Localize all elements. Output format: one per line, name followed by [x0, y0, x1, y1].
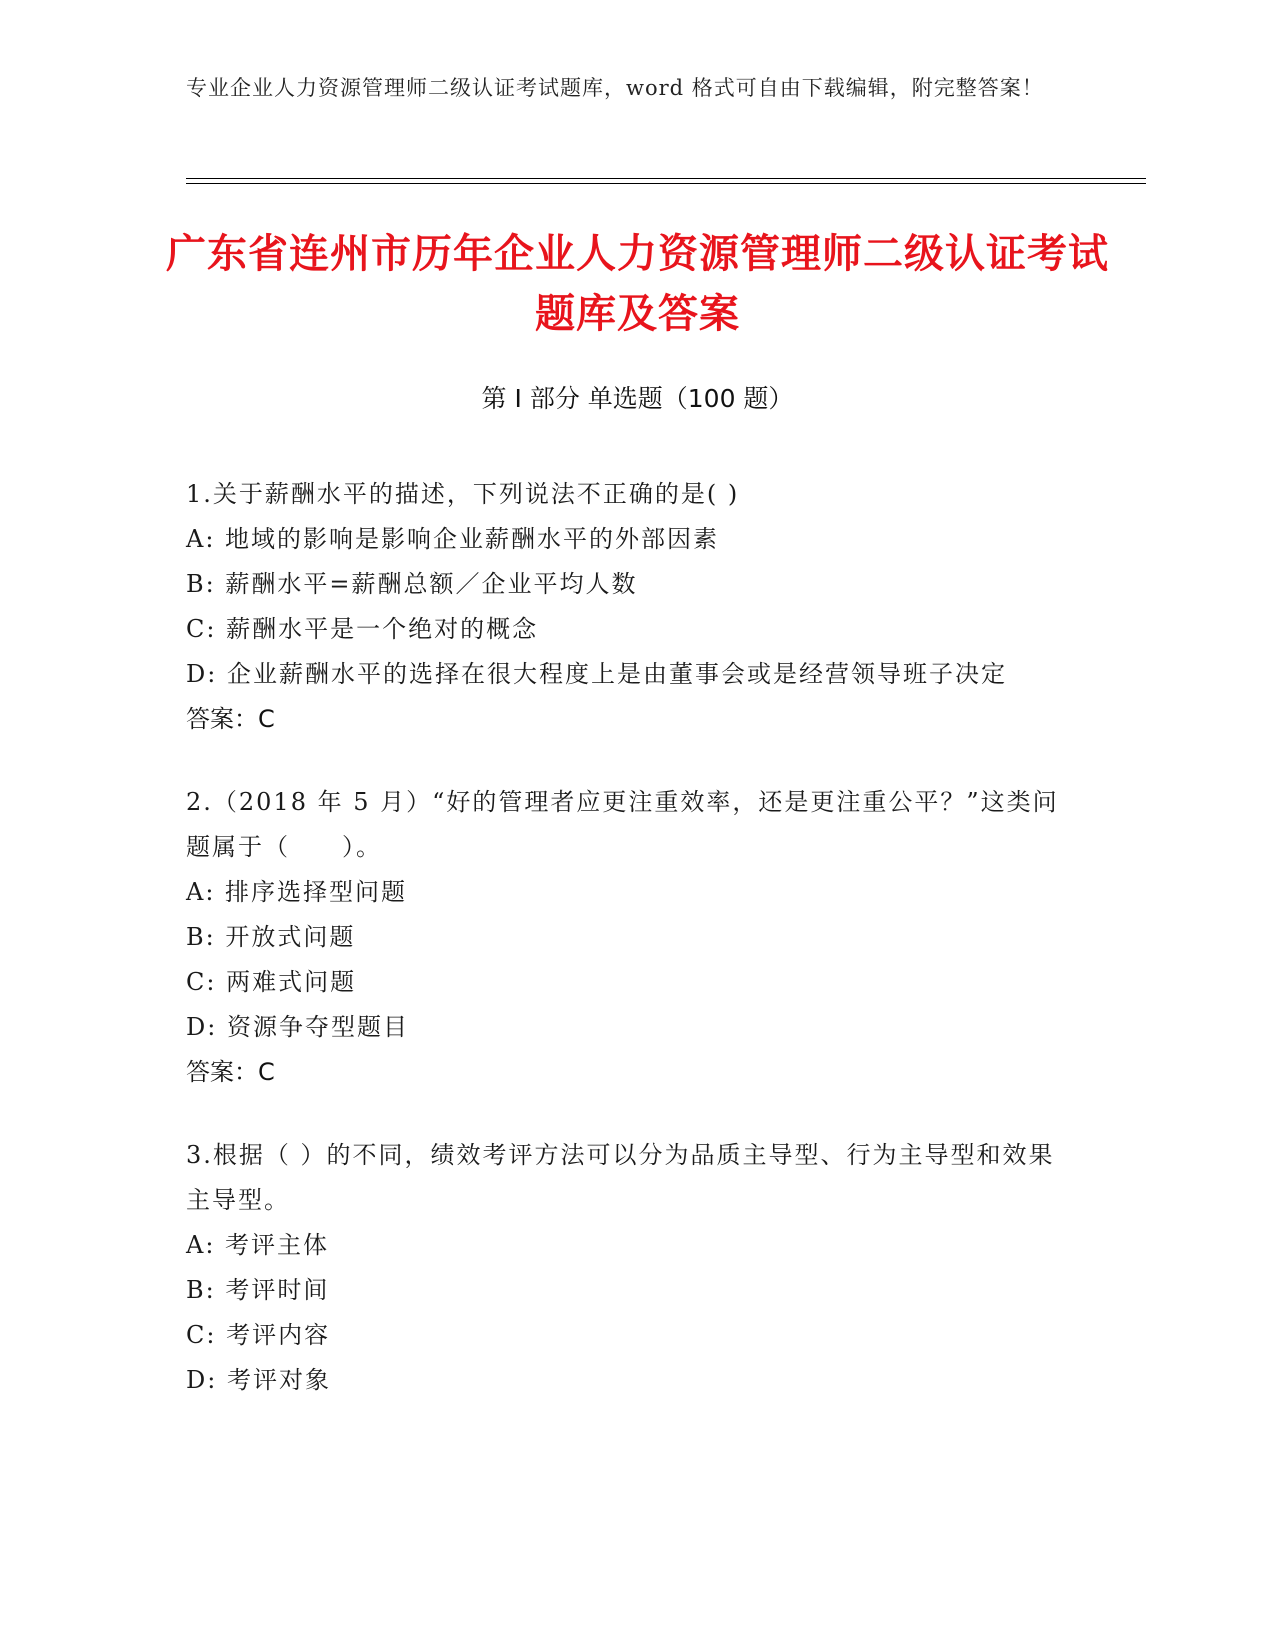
header-divider-bottom — [186, 183, 1146, 184]
question-1 — [186, 472, 1071, 742]
document-title: 广东省连州市历年企业人力资源管理师二级认证考试题库及答案 — [166, 231, 1109, 337]
header-note: 专业企业人力资源管理师二级认证考试题库，word 格式可自由下载编辑，附完整答案！ — [186, 76, 1044, 100]
question-stem: 3.根据（ ）的不同，绩效考评方法可以分为品质主导型、行为主导型和效果主导型。 — [186, 1141, 1055, 1214]
option-a: A: 地域的影响是影响企业薪酬水平的外部因素 — [186, 525, 720, 553]
option-d: D: 企业薪酬水平的选择在很大程度上是由董事会或是经营领导班子决定 — [186, 660, 1007, 688]
option-c: C: 薪酬水平是一个绝对的概念 — [186, 615, 539, 643]
question-2 — [186, 780, 1071, 1095]
option-b: B: 考评时间 — [186, 1276, 330, 1304]
option-d: D: 考评对象 — [186, 1366, 331, 1394]
question-3 — [186, 1133, 1071, 1403]
answer-line: 答案：C — [186, 1058, 275, 1086]
header-divider-top — [186, 178, 1146, 179]
option-a: A: 考评主体 — [186, 1231, 330, 1259]
option-b: B: 开放式问题 — [186, 923, 356, 951]
option-a: A: 排序选择型问题 — [186, 878, 408, 906]
answer-line: 答案：C — [186, 705, 275, 733]
question-list — [186, 472, 1071, 1441]
option-c: C: 两难式问题 — [186, 968, 357, 996]
option-c: C: 考评内容 — [186, 1321, 331, 1349]
option-b: B: 薪酬水平=薪酬总额／企业平均人数 — [186, 570, 638, 598]
section-title: 第 I 部分 单选题（100 题） — [481, 384, 794, 413]
option-d: D: 资源争夺型题目 — [186, 1013, 409, 1041]
question-stem: 2.（2018 年 5 月）“好的管理者应更注重效率，还是更注重公平？”这类问题属于（ ）。 — [186, 788, 1059, 861]
question-stem: 1.关于薪酬水平的描述，下列说法不正确的是( ) — [186, 480, 740, 508]
